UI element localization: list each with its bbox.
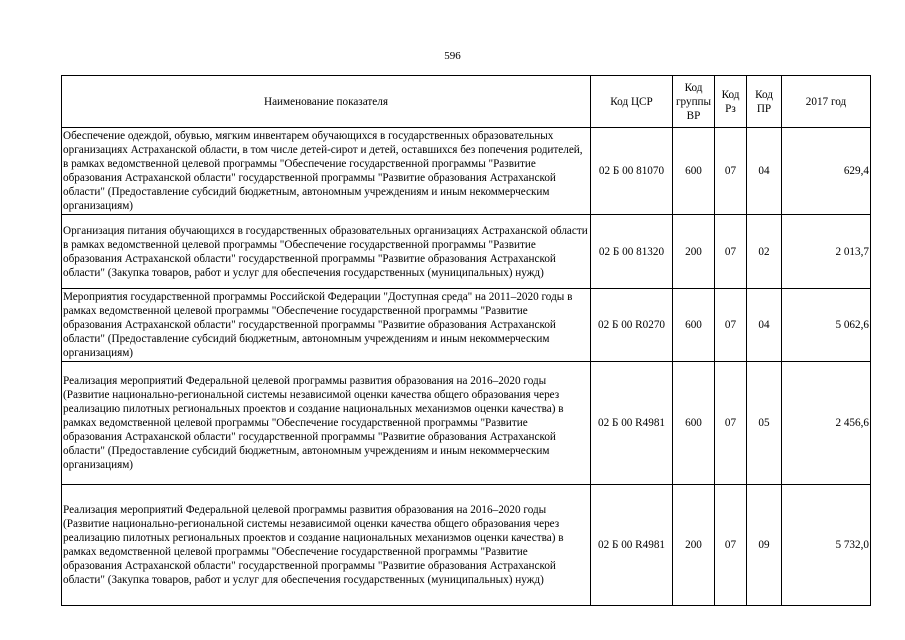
row-value: 5 062,6 — [782, 289, 871, 362]
row-value: 2 456,6 — [782, 362, 871, 485]
row-value: 5 732,0 — [782, 485, 871, 606]
row-name: Реализация мероприятий Федеральной целевой программы развития образования на 2016–2020 годы (Развитие национально-региональной системы независимой оценки качества общего образования через реализацию пилотных региональных проектов и создание национальных механизмов оценки качества) в рамках ведомственной целевой программы "Обеспечение государственной программы "Развитие образования Астраханской области" государственной программы "Развитие образования Астраханской области" (Закупка товаров, работ и услуг для обеспечения государственных (муниципальных) нужд) — [62, 485, 591, 606]
row-name: Реализация мероприятий Федеральной целевой программы развития образования на 2016–2020 годы (Развитие национально-региональной системы независимой оценки качества общего образования через реализацию пилотных региональных проектов и создание национальных механизмов оценки качества) в рамках ведомственной целевой программы "Обеспечение государственной программы "Развитие образования Астраханской области" государственной программы "Развитие образования Астраханской области" (Предоставление субсидий бюджетным, автономным учреждениям и иным некоммерческим организациям) — [62, 362, 591, 485]
row-vr: 600 — [673, 128, 715, 215]
row-pr: 04 — [747, 128, 782, 215]
row-csr: 02 Б 00 R4981 — [591, 362, 673, 485]
row-name: Мероприятия государственной программы Российской Федерации "Доступная среда" на 2011–2020 годы в рамках ведомственной целевой программы "Обеспечение государственной программы "Развитие образования Астраханской области" государственной программы "Развитие образования Астраханской области" (Предоставление субсидий бюджетным, автономным учреждениям и иным некоммерческим организациям) — [62, 289, 591, 362]
row-rz: 07 — [715, 289, 747, 362]
row-pr: 05 — [747, 362, 782, 485]
header-vr: Код группы ВР — [673, 76, 715, 128]
header-csr: Код ЦСР — [591, 76, 673, 128]
budget-table — [61, 75, 871, 606]
row-rz: 07 — [715, 485, 747, 606]
row-name: Организация питания обучающихся в государственных образовательных организациях Астраханской области в рамках ведомственной целевой программы "Обеспечение государственной программы "Развитие образования Астраханской области" государственной программы "Развитие образования Астраханской области" (Закупка товаров, работ и услуг для обеспечения государственных (муниципальных) нужд) — [62, 215, 591, 289]
row-pr: 04 — [747, 289, 782, 362]
table-row — [62, 485, 871, 606]
row-pr: 02 — [747, 215, 782, 289]
table-header-row — [62, 76, 871, 128]
header-name: Наименование показателя — [62, 76, 591, 128]
row-rz: 07 — [715, 362, 747, 485]
row-csr: 02 Б 00 81070 — [591, 128, 673, 215]
row-csr: 02 Б 00 R0270 — [591, 289, 673, 362]
table-row — [62, 289, 871, 362]
row-vr: 200 — [673, 215, 715, 289]
row-name: Обеспечение одеждой, обувью, мягким инвентарем обучающихся в государственных образовательных организациях Астраханской области, в том числе детей-сирот и детей, оставшихся без попечения родителей, в рамках ведомственной целевой программы "Обеспечение государственной программы "Развитие образования Астраханской области" государственной программы "Развитие образования Астраханской области" (Предоставление субсидий бюджетным, автономным учреждениям и иным некоммерческим организациям) — [62, 128, 591, 215]
row-vr: 600 — [673, 289, 715, 362]
table-row — [62, 362, 871, 485]
row-value: 629,4 — [782, 128, 871, 215]
header-year: 2017 год — [782, 76, 871, 128]
table-row — [62, 215, 871, 289]
header-pr: Код ПР — [747, 76, 782, 128]
row-csr: 02 Б 00 R4981 — [591, 485, 673, 606]
row-vr: 600 — [673, 362, 715, 485]
row-csr: 02 Б 00 81320 — [591, 215, 673, 289]
header-rz: Код Рз — [715, 76, 747, 128]
table-row — [62, 128, 871, 215]
row-vr: 200 — [673, 485, 715, 606]
row-rz: 07 — [715, 128, 747, 215]
page-number: 596 — [444, 50, 461, 62]
row-pr: 09 — [747, 485, 782, 606]
row-rz: 07 — [715, 215, 747, 289]
row-value: 2 013,7 — [782, 215, 871, 289]
